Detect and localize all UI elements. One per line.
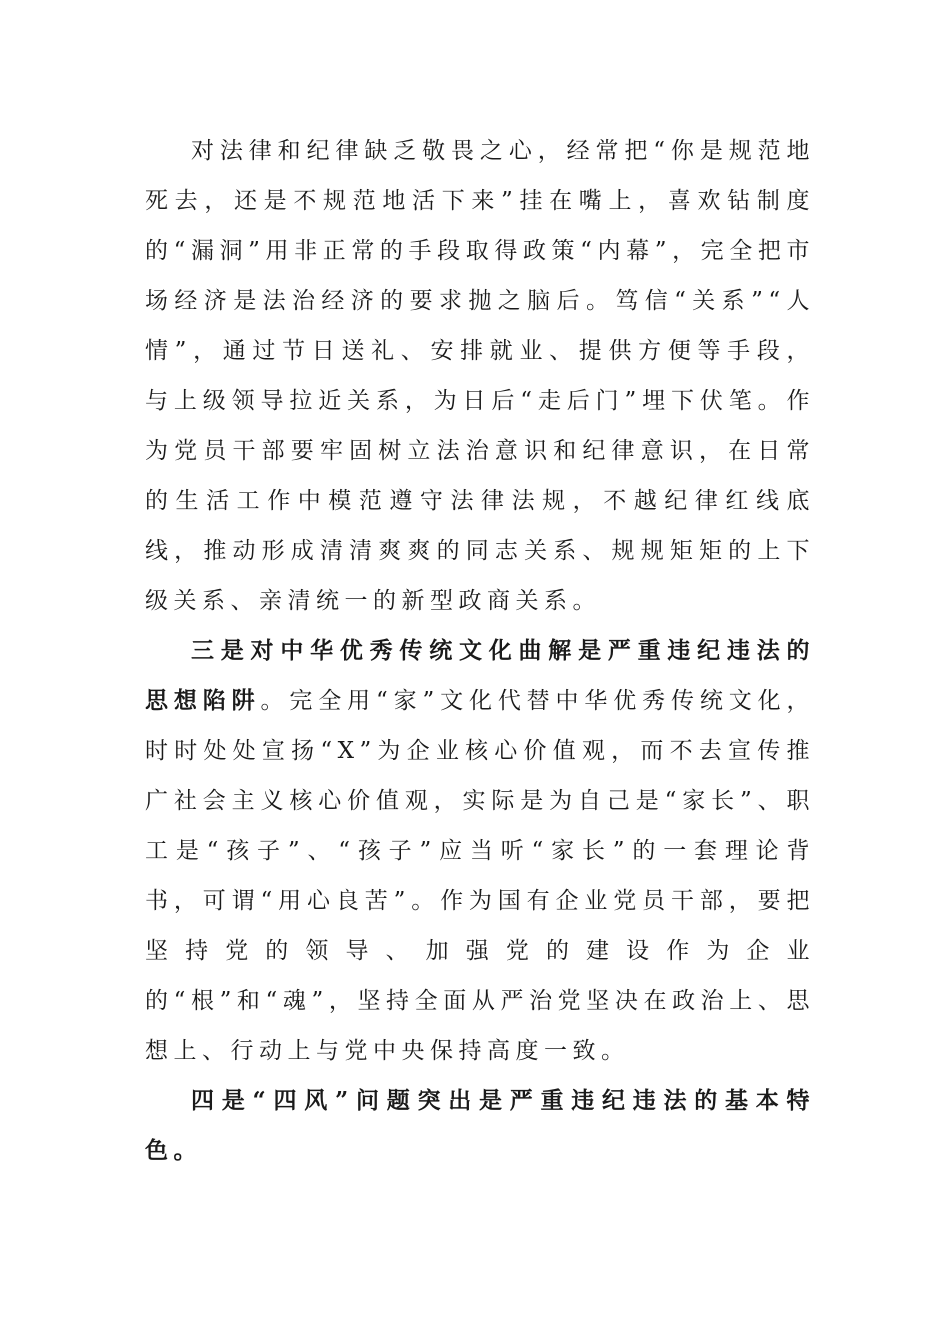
paragraph-text: 。完全用“家”文化代替中华优秀传统文化，时时处处宣扬“X”为企业核心价值观，而不去宣传推广社会主义核心价值观，实际是为自己是“家长”、职工是“孩子”、“孩子”应当听“家长”的一套理论背书，可谓“用心良苦”。作为国有企业党员干部，要把坚持党的领导、加强党的建设作为企业的“根”和“魂”，坚持全面从严治党坚决在政治上、思想上、行动上与党中央保持高度一致。 — [145, 688, 815, 1064]
document-body — [145, 126, 815, 1176]
paragraph-traditional-culture — [145, 626, 815, 1076]
paragraph-bold-lead: 四是“四风”问题突出是严重违纪违法的基本特色。 — [145, 1087, 815, 1164]
paragraph-bold-lead: 三是对中华优秀传统文化曲解是严重违纪违法的思想陷阱 — [145, 637, 815, 714]
paragraph-text: 对法律和纪律缺乏敬畏之心，经常把“你是规范地死去，还是不规范地活下来”挂在嘴上，喜欢钻制度的“漏洞”用非正常的手段取得政策“内幕”，完全把市场经济是法治经济的要求抛之脑后。笃信“关系”“人情”，通过节日送礼、安排就业、提供方便等手段，与上级领导拉近关系，为日后“走后门”埋下伏笔。作为党员干部要牢固树立法治意识和纪律意识，在日常的生活工作中模范遵守法律法规，不越纪律红线底线，推动形成清清爽爽的同志关系、规规矩矩的上下级关系、亲清统一的新型政商关系。 — [145, 138, 815, 614]
paragraph-four-winds — [145, 1076, 815, 1176]
paragraph-legal-awareness — [145, 126, 815, 626]
